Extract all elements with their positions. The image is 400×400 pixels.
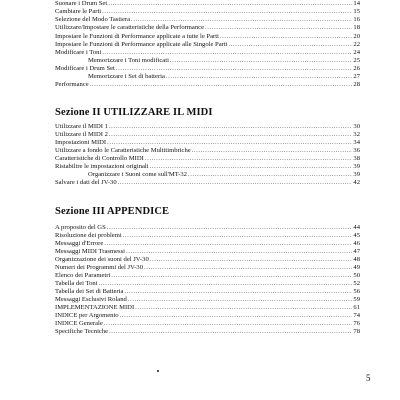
toc-entry <box>55 312 360 320</box>
toc-entry-page: 52 <box>353 280 360 287</box>
toc-entry-page: 39 <box>353 171 360 178</box>
section-heading: Sezione III APPENDICE <box>55 206 170 217</box>
toc-entry-label: Ristabilire le impostazioni originali <box>55 163 149 170</box>
toc-entry-page: 76 <box>353 320 360 327</box>
toc-entry <box>55 256 360 264</box>
leader-dots <box>124 288 352 296</box>
leader-dots <box>120 312 353 320</box>
toc-entry-label: Memorizzare i Toni modificati <box>88 57 169 64</box>
toc-entry-label: IMPLEMENTAZIONE MIDI <box>55 304 135 311</box>
toc-entry <box>55 123 360 131</box>
toc-entry-page: 49 <box>353 264 360 271</box>
toc-entry <box>55 248 360 256</box>
toc-entry <box>55 163 360 171</box>
toc-entry-page: 48 <box>353 256 360 263</box>
toc-entry-page: 32 <box>353 131 360 138</box>
toc-entry-label: Messaggi MIDI Trasmessi <box>55 248 125 255</box>
toc-entry-indented <box>55 73 360 81</box>
toc-entry-label: Utilizzare/Impostare le caratteristiche della Performance <box>55 24 205 31</box>
toc-entry-page: 16 <box>353 16 360 23</box>
leader-dots <box>135 304 352 312</box>
toc-entry <box>55 155 360 163</box>
toc-entry-page: 34 <box>353 139 360 146</box>
toc-entry <box>55 8 360 16</box>
toc-entry <box>55 328 360 336</box>
toc-entry-page: 46 <box>353 240 360 247</box>
toc-entry-page: 18 <box>353 24 360 31</box>
toc-entry-page: 24 <box>353 49 360 56</box>
toc-entry-page: 39 <box>353 163 360 170</box>
toc-entry-page: 28 <box>353 81 360 88</box>
leader-dots <box>109 123 352 131</box>
toc-entry-page: 44 <box>353 224 360 231</box>
toc-entry-label: Elenco dei Parametri <box>55 272 111 279</box>
toc-entry-page: 50 <box>353 272 360 279</box>
toc-entry-page: 20 <box>353 33 360 40</box>
toc-entry-label: INDICE per Argomento <box>55 312 119 319</box>
toc-entry-label: Tabella dei Set di Batteria <box>55 288 124 295</box>
toc-entry-label: Messaggi d'Errore <box>55 240 104 247</box>
toc-entry <box>55 16 360 24</box>
toc-entry <box>55 139 360 147</box>
toc-entry-label: Organizzare i Suoni come sull'MT-32 <box>88 171 187 178</box>
toc-entry <box>55 65 360 73</box>
toc-entry-label: Suonare i Drum Set <box>55 0 108 7</box>
toc-entry-label: Performance <box>55 81 89 88</box>
toc-entry-label: Modificare i Toni <box>55 49 102 56</box>
leader-dots <box>205 24 352 32</box>
toc-entry-page: 25 <box>353 57 360 64</box>
toc-entry-label: Impostare le Funzioni di Performance applicate alle Singole Parti <box>55 41 228 48</box>
toc-entry-page: 47 <box>353 248 360 255</box>
leader-dots <box>188 171 352 179</box>
leader-dots <box>109 131 352 139</box>
leader-dots <box>90 81 353 89</box>
toc-entry-label: INDICE Generale <box>55 320 103 327</box>
toc-entry-page: 15 <box>353 8 360 15</box>
toc-entry-label: Modificare i Drum Set <box>55 65 115 72</box>
toc-entry-page: 61 <box>353 304 360 311</box>
toc-entry <box>55 179 360 187</box>
toc-entry-page: 56 <box>353 288 360 295</box>
toc-entry-page: 42 <box>353 179 360 186</box>
toc-entry <box>55 24 360 32</box>
toc-entry <box>55 0 360 8</box>
toc-entry-label: Utilizzare il MIDI 1 <box>55 123 108 130</box>
leader-dots <box>150 163 353 171</box>
toc-entry-label: Impostare le Funzioni di Performance applicate a tutte le Parti <box>55 33 219 40</box>
leader-dots <box>109 328 352 336</box>
toc-entry <box>55 296 360 304</box>
leader-dots <box>150 256 353 264</box>
leader-dots <box>104 240 352 248</box>
toc-entry <box>55 224 360 232</box>
toc-entry-label: Cambiare le Parti <box>55 8 102 15</box>
toc-entry <box>55 280 360 288</box>
leader-dots <box>126 248 352 256</box>
toc-entry-page: 22 <box>353 41 360 48</box>
toc-entry-label: Selezione del Modo Tastiera <box>55 16 131 23</box>
toc-entry <box>55 240 360 248</box>
toc-entry-label: A proposito del GS <box>55 224 106 231</box>
toc-entry-page: 38 <box>353 155 360 162</box>
toc-entry <box>55 232 360 240</box>
toc-entry-label: Caratteristiche di Controllo MIDI <box>55 155 144 162</box>
toc-entry-page: 26 <box>353 65 360 72</box>
leader-dots <box>107 224 353 232</box>
toc-entry <box>55 320 360 328</box>
toc-entry-label: Organizzazione dei suoni del JV-30 <box>55 256 149 263</box>
toc-entry <box>55 304 360 312</box>
leader-dots <box>145 155 353 163</box>
toc-entry <box>55 81 360 89</box>
toc-entry-page: 14 <box>353 0 360 7</box>
leader-dots <box>104 320 353 328</box>
toc-entry <box>55 41 360 49</box>
toc-entry-label: Salvare i dati del JV-30 <box>55 179 117 186</box>
toc-entry-label: Utilizzare il MIDI 2 <box>55 131 108 138</box>
toc-entry-page: 27 <box>353 73 360 80</box>
toc-entry-label: Impostazioni MIDI <box>55 139 107 146</box>
leader-dots <box>108 0 352 8</box>
toc-entry <box>55 33 360 41</box>
page-number: 5 <box>366 373 371 383</box>
toc-entry-page: 74 <box>353 312 360 319</box>
toc-entry-label: Numeri dei Programmi del JV-30 <box>55 264 144 271</box>
leader-dots <box>123 232 353 240</box>
leader-dots <box>116 65 353 73</box>
toc-entry-label: Messaggi Esclusivi Roland <box>55 296 127 303</box>
toc-entry-label: Specifiche Tecniche <box>55 328 109 335</box>
leader-dots <box>99 280 353 288</box>
toc-entry-label: Tabella dei Toni <box>55 280 98 287</box>
leader-dots <box>228 41 352 49</box>
leader-dots <box>128 296 353 304</box>
leader-dots <box>111 272 352 280</box>
section-heading: Sezione II UTILIZZARE IL MIDI <box>55 107 213 118</box>
toc-entry-page: 45 <box>353 232 360 239</box>
leader-dots <box>102 8 352 16</box>
toc-entry-label: Risoluzione dei problemi <box>55 232 122 239</box>
toc-entry <box>55 49 360 57</box>
toc-entry-page: 36 <box>353 147 360 154</box>
toc-entry <box>55 272 360 280</box>
leader-dots <box>192 147 353 155</box>
leader-dots <box>102 49 352 57</box>
leader-dots <box>220 33 353 41</box>
toc-entry <box>55 288 360 296</box>
leader-dots <box>118 179 353 187</box>
toc-entry-label: Memorizzare i Set di batteria <box>88 73 165 80</box>
leader-dots <box>107 139 352 147</box>
toc-entry-page: 30 <box>353 123 360 130</box>
toc-entry-page: 59 <box>353 296 360 303</box>
toc-entry <box>55 264 360 272</box>
toc-entry-indented <box>55 57 360 65</box>
toc-entry-page: 78 <box>353 328 360 335</box>
toc-entry-label: Utilizzare a fondo le Caratteristiche Multitimbriche <box>55 147 191 154</box>
leader-dots <box>170 57 353 65</box>
leader-dots <box>144 264 352 272</box>
decorative-dot <box>157 370 159 372</box>
toc-entry <box>55 147 360 155</box>
toc-entry-indented <box>55 171 360 179</box>
leader-dots <box>131 16 352 24</box>
toc-entry <box>55 131 360 139</box>
leader-dots <box>166 73 353 81</box>
